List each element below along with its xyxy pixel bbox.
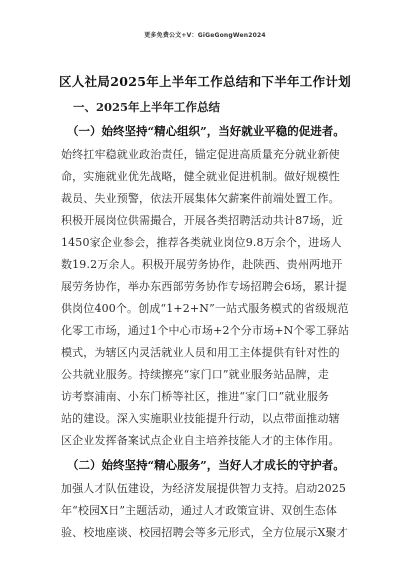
paragraph-line: 区企业发挥备案试点企业自主培养技能人才的主体作用。 [61, 434, 340, 447]
paragraph-line: 命，实施就业优先战略，健全就业促进机制。做好规模性 [61, 170, 340, 183]
subsection-heading-2 [67, 457, 345, 473]
subsection-heading-2-lead: （二）始终坚持“精心服务”， [67, 458, 219, 472]
paragraph-line: 加强人才队伍建设，为经济发展提供智力支持。启动2025 [61, 482, 347, 495]
paragraph-line: 站的建设。深入实施职业技能提升行动，以点带面推动辖 [61, 412, 340, 425]
paragraph-line: 裁员、失业预警，依法开展集体欠薪案件前端处置工作。 [61, 192, 340, 205]
paragraph-line: 展劳务协作，举办东西部劳务协作专场招聘会6场，累计提 [61, 280, 347, 293]
subsection-heading-1-tail: 当好就业平稳的促进者。 [218, 124, 345, 138]
paragraph-line: 访考察浦南、小东门桥等社区，推进“家门口”就业服务 [61, 390, 329, 403]
paragraph-line: 数19.2万余人。积极开展劳务协作，赴陕西、贵州两地开 [61, 258, 343, 271]
paragraph-line: 模式，为辖区内灵活就业人员和用工主体提供有针对性的 [61, 346, 340, 359]
document-title: 区人社局2025年上半年工作总结和下半年工作计划 [59, 74, 351, 89]
subsection-heading-2-tail: 当好人才成长的守护者。 [218, 458, 345, 472]
watermark-text: 更多免费公文+V：GiGeGongWen2024 [144, 32, 266, 39]
subsection-heading-1-lead: （一）始终坚持“精心组织”， [67, 124, 219, 138]
paragraph-line: 积极开展岗位供需撮合，开展各类招聘活动共计87场，近 [61, 214, 343, 227]
paragraph-line: 供岗位400个。创成“1+2+N”一站式服务模式的省级规范 [61, 302, 349, 315]
paragraph-line: 验、校地座谈、校园招聘会等多元形式，全方位展示X聚才 [61, 526, 348, 539]
section-heading-1: 一、2025年上半年工作总结 [73, 100, 221, 114]
paragraph-line: 化零工市场，通过1个中心市场+2个分市场+N个零工驿站 [61, 324, 350, 337]
subsection-heading-1 [67, 123, 345, 139]
paragraph-line: 年“校园X日”主题活动，通过人才政策宣讲、双创生态体 [61, 504, 337, 517]
paragraph-line: 1450家企业参会，推荐各类就业岗位9.8万余个，进场人 [61, 236, 342, 249]
paragraph-line: 始终扛牢稳就业政治责任，锚定促进高质量充分就业新使 [61, 148, 340, 161]
paragraph-line: 公共就业服务。持续擦亮“家门口”就业服务站品牌，走 [61, 368, 329, 381]
